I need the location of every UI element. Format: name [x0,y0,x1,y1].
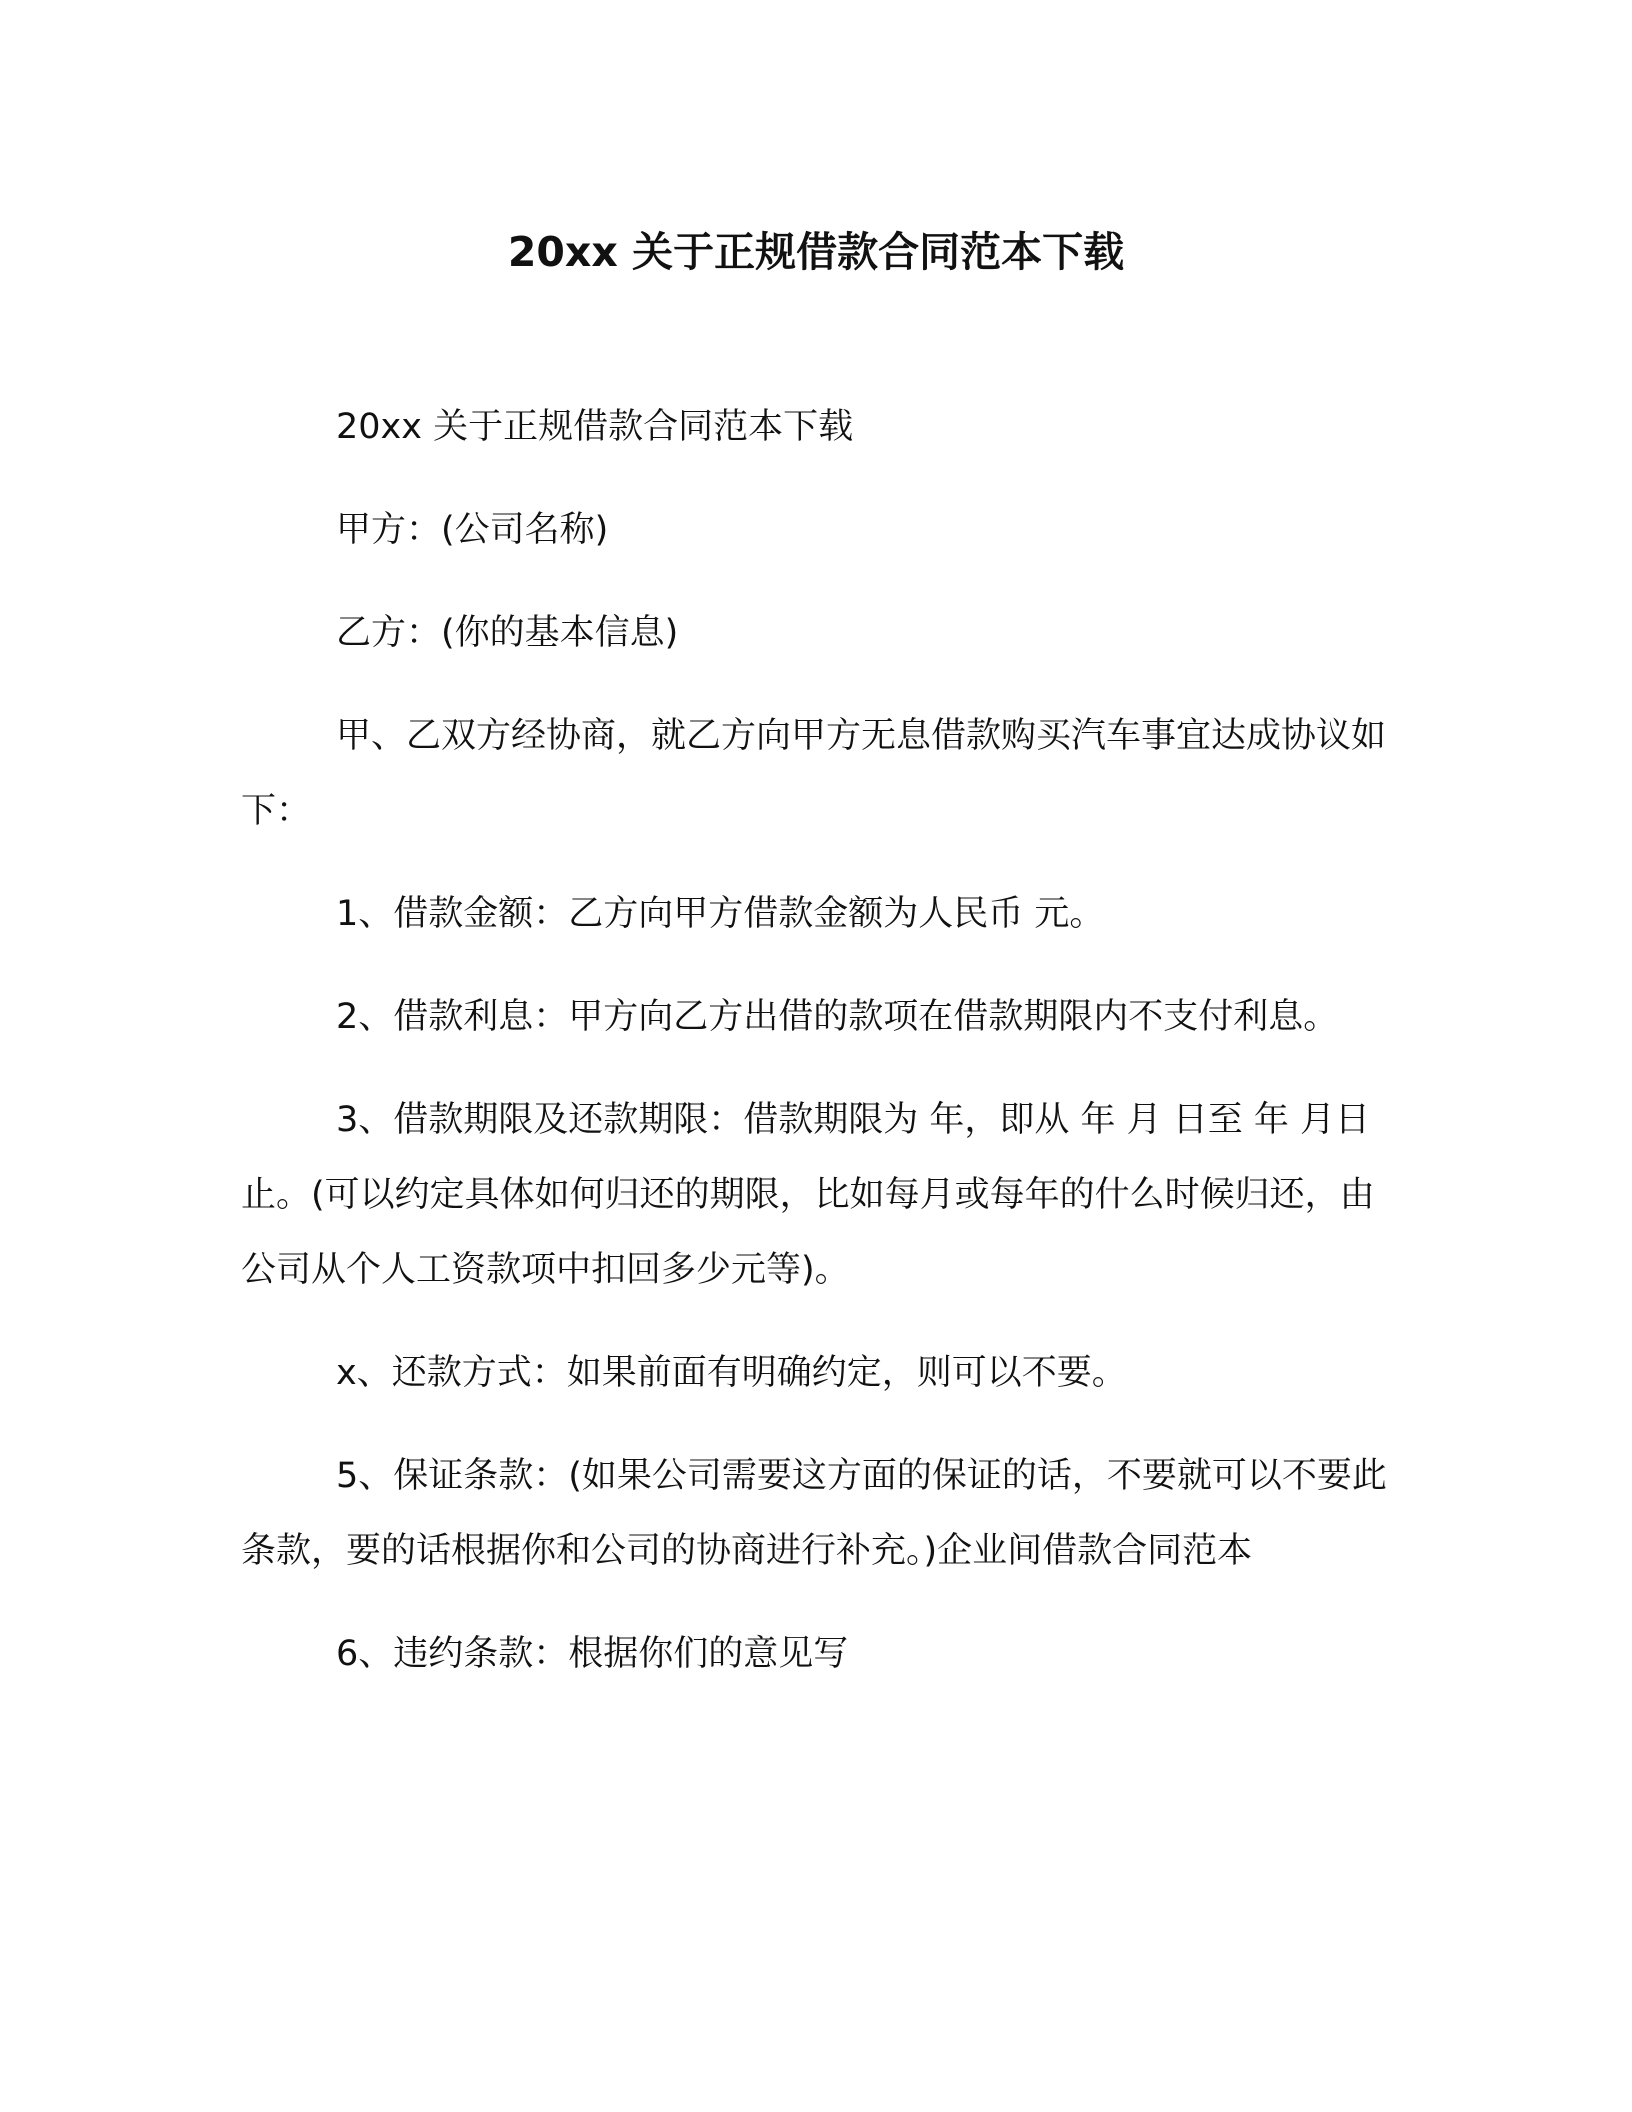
paragraph-guarantee-clause: 5、保证条款：(如果公司需要这方面的保证的话，不要就可以不要此条款，要的话根据你和公司的协商进行补充。)企业间借款合同范本 [241,1456,1387,1571]
paragraph-loan-amount: 1、借款金额：乙方向甲方借款金额为人民币 元。 [336,894,1105,934]
document-body [241,390,1391,1720]
paragraph-loan-interest: 2、借款利息：甲方向乙方出借的款项在借款期限内不支付利息。 [336,997,1339,1037]
paragraph-subtitle: 20xx 关于正规借款合同范本下载 [336,407,854,447]
paragraph-repayment-method: x、还款方式：如果前面有明确约定，则可以不要。 [336,1353,1127,1393]
paragraph-breach-clause: 6、违约条款：根据你们的意见写 [336,1634,849,1674]
document-title: 20xx 关于正规借款合同范本下载 [507,228,1125,276]
paragraph-agreement-intro: 甲、乙双方经协商，就乙方向甲方无息借款购买汽车事宜达成协议如下： [241,716,1387,831]
paragraph-party-b: 乙方：(你的基本信息) [336,613,679,653]
paragraph-party-a: 甲方：(公司名称) [336,510,609,550]
paragraph-loan-term: 3、借款期限及还款期限：借款期限为 年，即从 年 月 日至 年 月日止。(可以约定具体如何归还的期限，比如每月或每年的什么时候归还，由公司从个人工资款项中扣回多少元等)。 [241,1100,1375,1290]
